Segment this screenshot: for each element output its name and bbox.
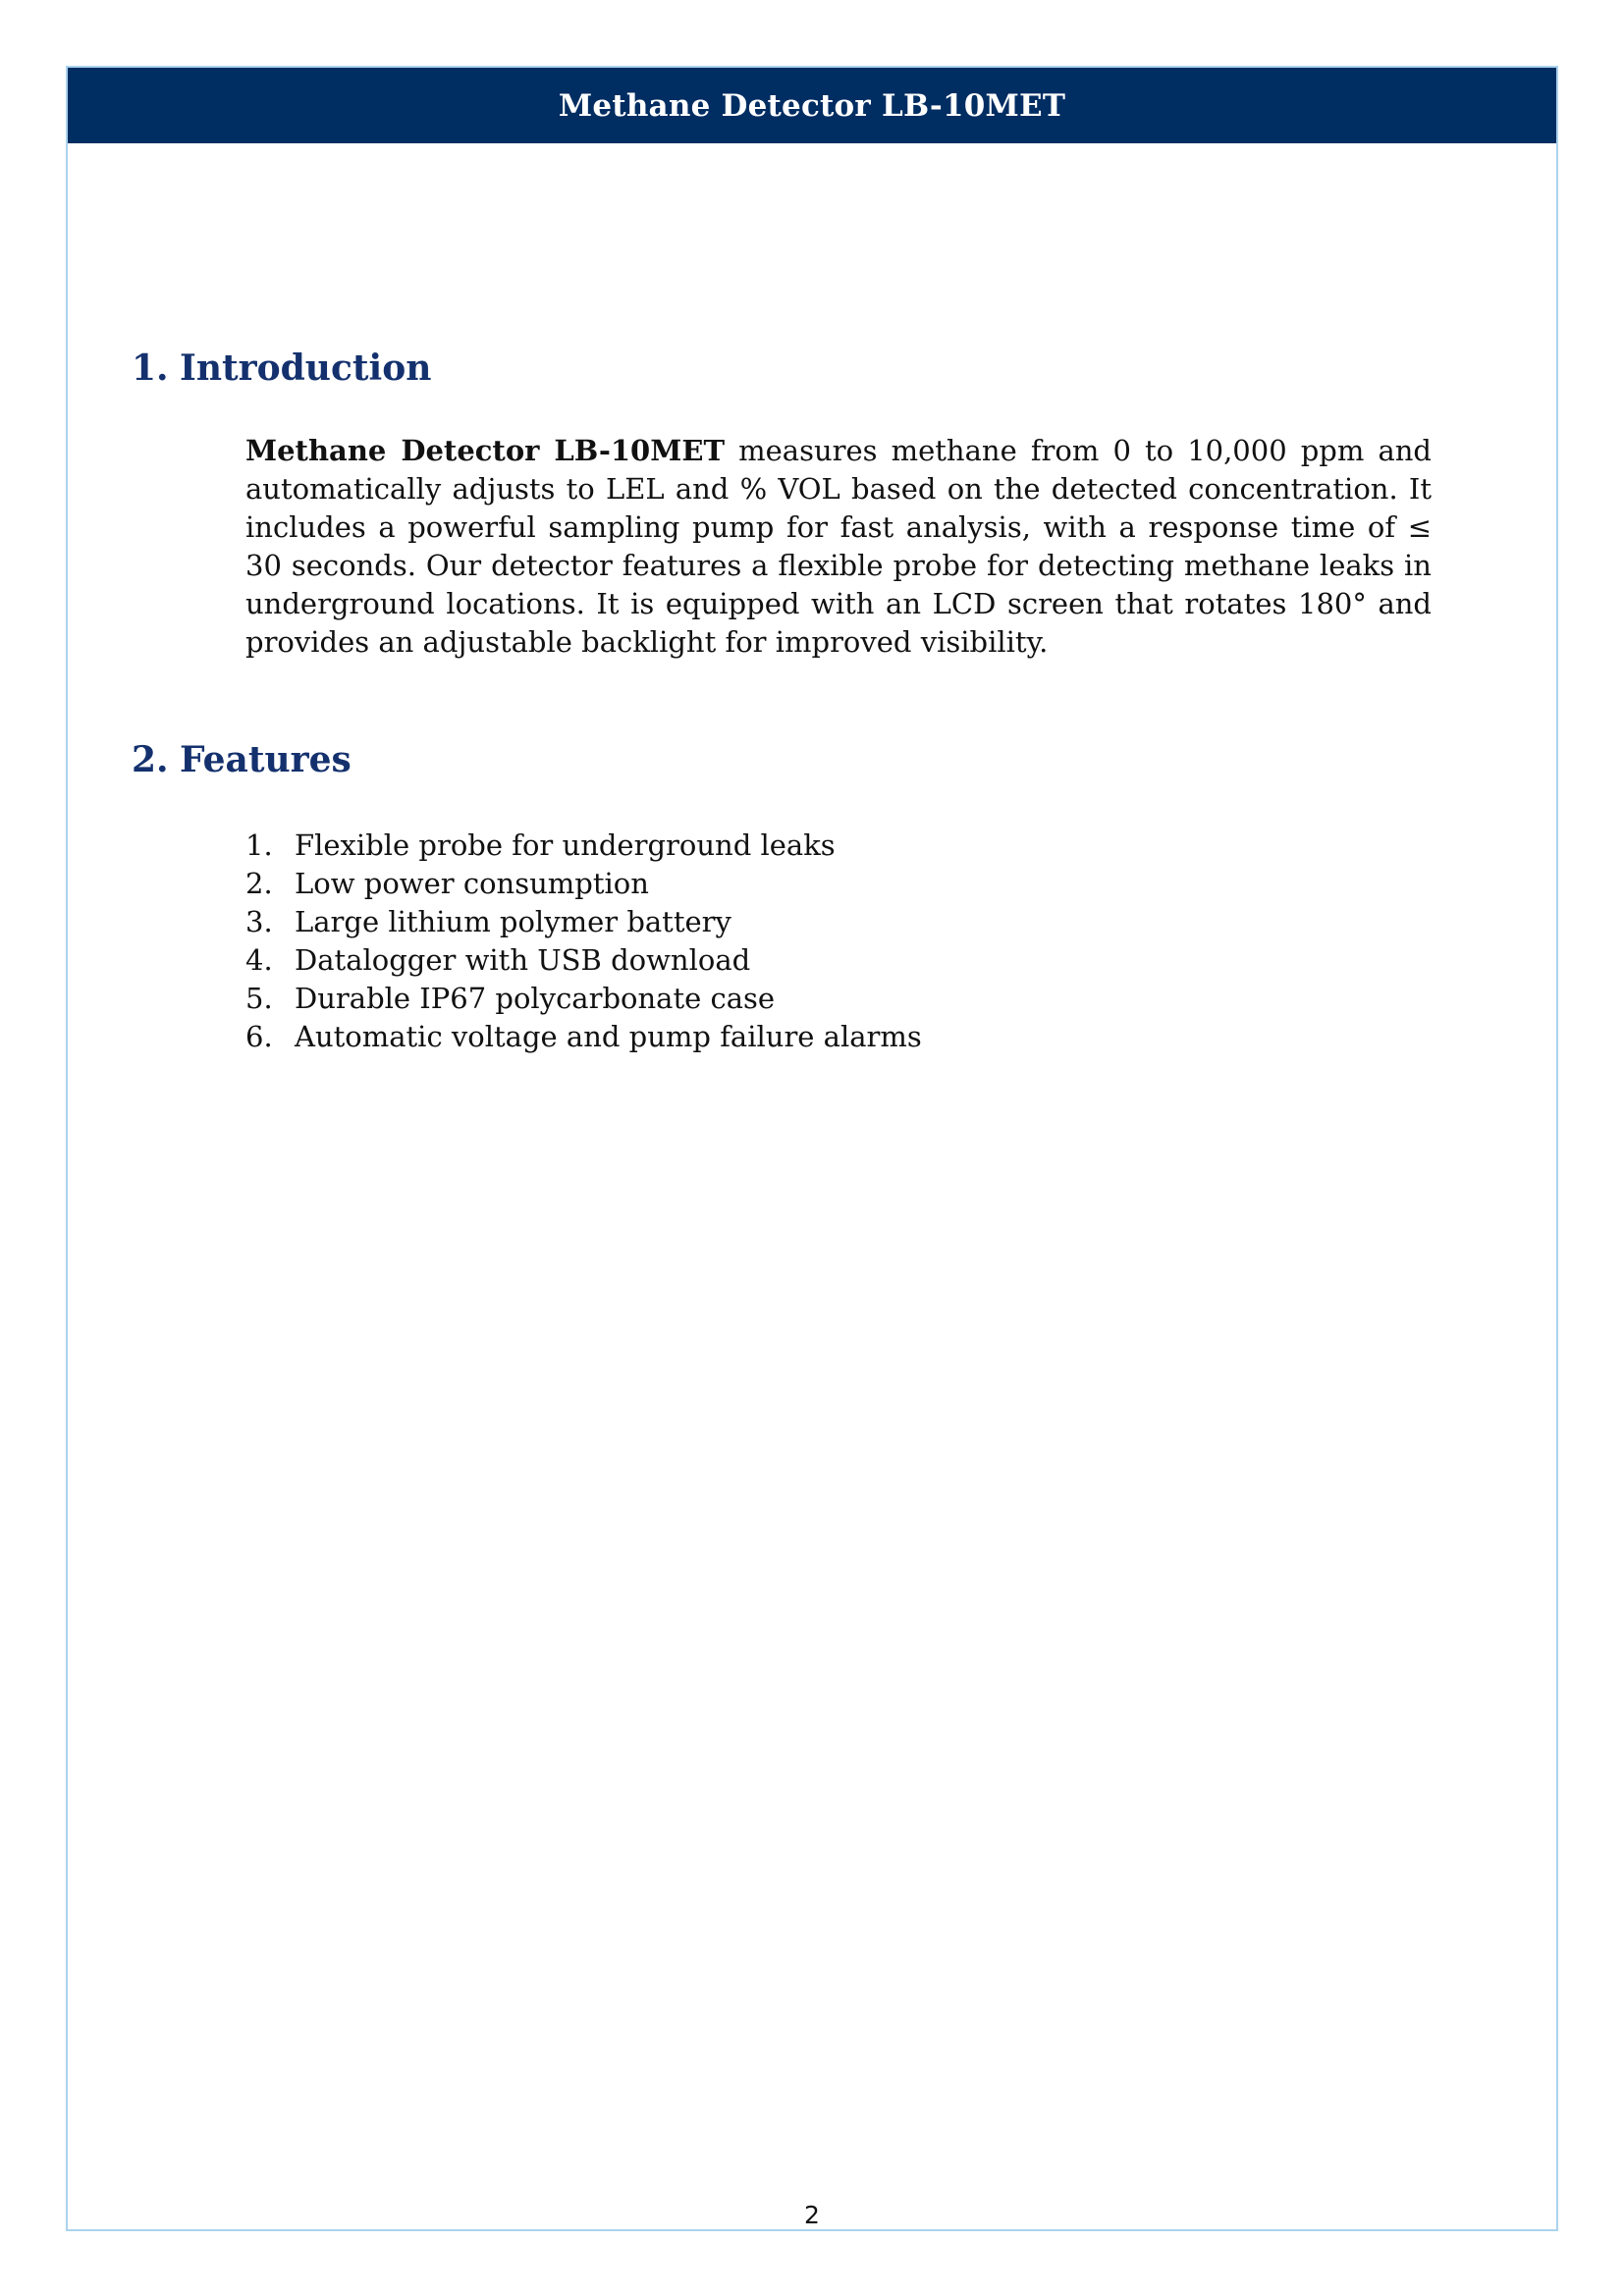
list-item-text: Datalogger with USB download xyxy=(295,943,751,977)
list-item-text: Large lithium polymer battery xyxy=(295,905,731,938)
list-item xyxy=(245,1018,922,1056)
list-item-number: 4. xyxy=(245,943,273,977)
list-item-number: 5. xyxy=(245,982,273,1015)
page-frame xyxy=(66,66,1558,2231)
section-title: Introduction xyxy=(180,347,432,389)
list-item xyxy=(245,941,922,980)
list-item-number: 3. xyxy=(245,905,273,938)
introduction-paragraph xyxy=(245,432,1432,662)
header-title: Methane Detector LB-10MET xyxy=(558,87,1066,124)
introduction-body: measures methane from 0 to 10,000 ppm and automatically adjusts to LEL and % VOL based on the detected concentration. It includes a powerful sampling pump for fast analysis, with a response time of ≤ 30 seconds. Our detector features a flexible probe for detecting methane leaks in underground locations. It is equipped with an LCD screen that rotates 180° and provides an adjustable backlight for improved visibility. xyxy=(245,434,1432,659)
list-item-text: Durable IP67 polycarbonate case xyxy=(295,982,776,1015)
section-title: Features xyxy=(180,739,352,780)
list-item-number: 2. xyxy=(245,867,273,900)
list-item-number: 6. xyxy=(245,1020,273,1053)
list-item xyxy=(245,980,922,1018)
list-item xyxy=(245,903,922,941)
list-item xyxy=(245,865,922,903)
list-item-number: 1. xyxy=(245,828,273,862)
page-number: 2 xyxy=(804,2201,820,2229)
product-name: Methane Detector LB-10MET xyxy=(245,434,726,467)
feature-list xyxy=(245,827,922,1056)
section-number: 1. xyxy=(132,347,169,389)
section-features xyxy=(132,739,1428,780)
section-number: 2. xyxy=(132,739,169,780)
list-item-text: Automatic voltage and pump failure alarms xyxy=(295,1020,922,1053)
list-item-text: Flexible probe for underground leaks xyxy=(295,828,836,862)
list-item xyxy=(245,827,922,865)
section-heading-introduction xyxy=(132,347,1428,389)
section-introduction xyxy=(132,347,1428,389)
page-header xyxy=(68,68,1556,143)
list-item-text: Low power consumption xyxy=(295,867,649,900)
section-heading-features xyxy=(132,739,1428,780)
